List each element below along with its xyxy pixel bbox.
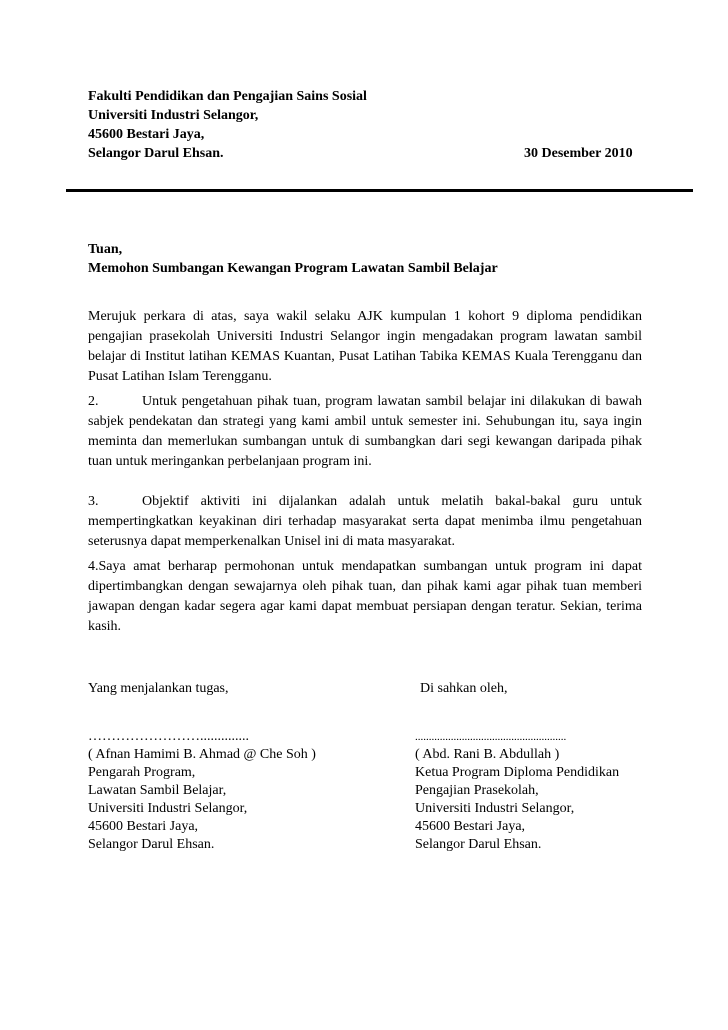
paragraph-text: Untuk pengetahuan pihak tuan, program lawatan sambil belajar ini dilakukan di bawah sabjek pendekatan dan strategi yang kami ambil untuk semester ini. Sehubungan itu, saya ingin meminta dan memerlukan sumbangan untuk di sumbangkan dari segi kewangan daripada pihak tuan untuk meringankan perbelanjaan program ini.	[88, 394, 642, 469]
signatory-detail: Pengajian Prasekolah,	[415, 783, 539, 798]
paragraph-3	[88, 492, 642, 552]
paragraph-1: Merujuk perkara di atas, saya wakil selaku AJK kumpulan 1 kohort 9 diploma pendidikan pengajian prasekolah Universiti Industri Selangor ingin mengadakan program lawatan sambil belajar di Institut latihan KEMAS Kuantan, Pusat Latihan Tabika KEMAS Kuala Terengganu dan Pusat Latihan Islam Terengganu.	[88, 309, 642, 384]
signatory-detail: Selangor Darul Ehsan.	[415, 837, 542, 852]
salutation: Tuan,	[88, 242, 123, 257]
signatory-detail: Ketua Program Diploma Pendidikan	[415, 765, 620, 780]
signatory-detail: Selangor Darul Ehsan.	[88, 837, 215, 852]
signature-left-block	[88, 728, 316, 854]
signature-line: ……………………..............	[88, 729, 249, 744]
signature-left-label: Yang menjalankan tugas,	[88, 681, 229, 696]
sender-line: Fakulti Pendidikan dan Pengajian Sains Sosial	[88, 89, 367, 104]
signature-right-label: Di sahkan oleh,	[420, 681, 508, 696]
signatory-detail: Pengarah Program,	[88, 765, 196, 780]
paragraph-number: 3.	[88, 494, 99, 509]
signatory-detail: 45600 Bestari Jaya,	[88, 819, 199, 834]
signatory-detail: Universiti Industri Selangor,	[415, 801, 575, 816]
signature-line: .......................................................	[415, 731, 567, 743]
letter-date: 30 Desember 2010	[524, 146, 633, 161]
signatory-name: ( Afnan Hamimi B. Ahmad @ Che Soh )	[88, 747, 316, 762]
sender-address	[88, 87, 367, 163]
sender-line: Selangor Darul Ehsan.	[88, 146, 224, 161]
sender-line: Universiti Industri Selangor,	[88, 108, 259, 123]
sender-line: 45600 Bestari Jaya,	[88, 127, 205, 142]
signatory-name: ( Abd. Rani B. Abdullah )	[415, 747, 560, 762]
paragraph-4: 4.Saya amat berharap permohonan untuk mendapatkan sumbangan untuk program ini dapat dipertimbangkan dengan sewajarnya oleh pihak tuan, dan pihak kami agar pihak tuan memberi jawapan dengan kadar segera agar kami dapat membuat persiapan dengan teratur. Sekian, terima kasih.	[88, 559, 642, 634]
greeting-block	[88, 240, 498, 278]
signatory-detail: Lawatan Sambil Belajar,	[88, 783, 227, 798]
paragraph-2	[88, 392, 642, 472]
header-divider	[66, 189, 693, 192]
signatory-detail: Universiti Industri Selangor,	[88, 801, 248, 816]
subject-line: Memohon Sumbangan Kewangan Program Lawatan Sambil Belajar	[88, 261, 498, 276]
paragraph-text: Objektif aktiviti ini dijalankan adalah untuk melatih bakal-bakal guru untuk mempertingkatkan keyakinan diri terhadap masyarakat serta dapat menimba ilmu pengetahuan seterusnya dapat memperkenalkan Unisel ini di mata masyarakat.	[88, 494, 642, 549]
paragraph-number: 2.	[88, 394, 99, 409]
signature-right-block	[415, 728, 619, 854]
signatory-detail: 45600 Bestari Jaya,	[415, 819, 526, 834]
